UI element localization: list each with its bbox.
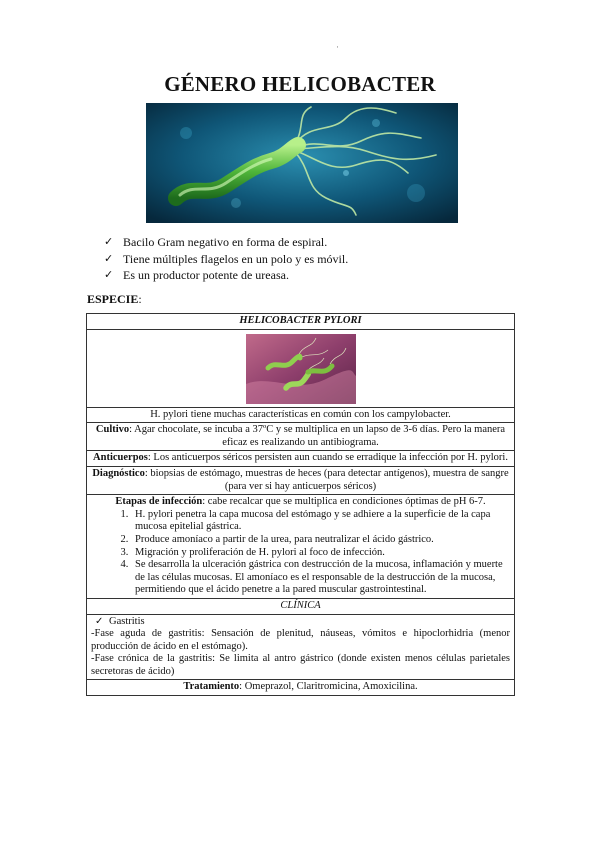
list-item: 1. H. pylori penetra la capa mucosa del estómago y se adhiere a la superficie de la capa mucosa epitelial gástrica. — [131, 509, 510, 534]
tratamiento-cell: Tratamiento: Omeprazol, Claritromicina, Amoxicilina. — [87, 680, 515, 696]
helicobacter-illustration — [146, 103, 458, 223]
species-table — [86, 313, 515, 696]
feature-list — [104, 234, 348, 284]
list-item: ✓ Bacilo Gram negativo en forma de espiral. — [104, 235, 328, 249]
fase-aguda: -Fase aguda de gastritis: Sensación de plenitud, náuseas, vómitos e hipoclorhidria (menor producción de ácido en el estómago). — [91, 628, 510, 652]
clinica-header: CLÍNICA — [87, 598, 515, 614]
species-image-cell — [87, 329, 515, 407]
clinica-cell — [87, 614, 515, 680]
top-mark: · — [336, 42, 339, 52]
bacterium-image — [146, 103, 458, 223]
check-icon: ✓ — [104, 251, 114, 265]
gastritis-item: ✓ Gastritis — [95, 615, 145, 627]
etapas-cell — [87, 495, 515, 599]
note-cell: H. pylori tiene muchas características en común con los campylobacter. — [87, 407, 515, 423]
stages-list — [91, 509, 510, 597]
cultivo-cell: Cultivo: Agar chocolate, se incuba a 37ºC y se multiplica en un lapso de 3-6 días. Pero la manera eficaz es realizando un antibiograma. — [87, 423, 515, 451]
table-header: HELICOBACTER PYLORI — [87, 314, 515, 330]
especie-heading: ESPECIE: — [87, 292, 142, 306]
pylori-image — [246, 334, 356, 404]
check-icon: ✓ — [104, 235, 114, 248]
fase-cronica: -Fase crónica de la gastritis: Se limita al antro gástrico (donde existen menos células parietales secretoras de ácido) — [91, 653, 510, 677]
list-item: 3. Migración y proliferación de H. pylori al foco de infección. — [131, 547, 510, 560]
diagnostico-cell: Diagnóstico: biopsias de estómago, muestras de heces (para detectar antígenos), muestra de sangre (para ver si hay anticuerpos séricos) — [87, 466, 515, 494]
list-item: 4. Se desarrolla la ulceración gástrica con destrucción de la mucosa, inflamación y muerte de las células mucosas. El amoníaco es el responsable de la destrucción de la mucosa, permitiendo que el ácido penetre a la pared muscular gastrointestinal. — [131, 559, 510, 597]
list-item: 2. Produce amoníaco a partir de la urea, para neutralizar el ácido gástrico. — [131, 534, 510, 547]
page-title: GÉNERO HELICOBACTER — [164, 72, 436, 96]
anticuerpos-cell: Anticuerpos: Los anticuerpos séricos persisten aun cuando se erradique la infección por H. pylori. — [87, 451, 515, 467]
list-item: ✓ Tiene múltiples flagelos en un polo y es móvil. — [104, 251, 349, 266]
check-icon: ✓ — [95, 615, 104, 627]
list-item: ✓ Es un productor potente de ureasa. — [104, 268, 289, 283]
check-icon: ✓ — [104, 268, 114, 282]
etapas-intro: Etapas de infección: cabe recalcar que se multiplica en condiciones óptimas de pH 6-7. — [115, 496, 486, 508]
